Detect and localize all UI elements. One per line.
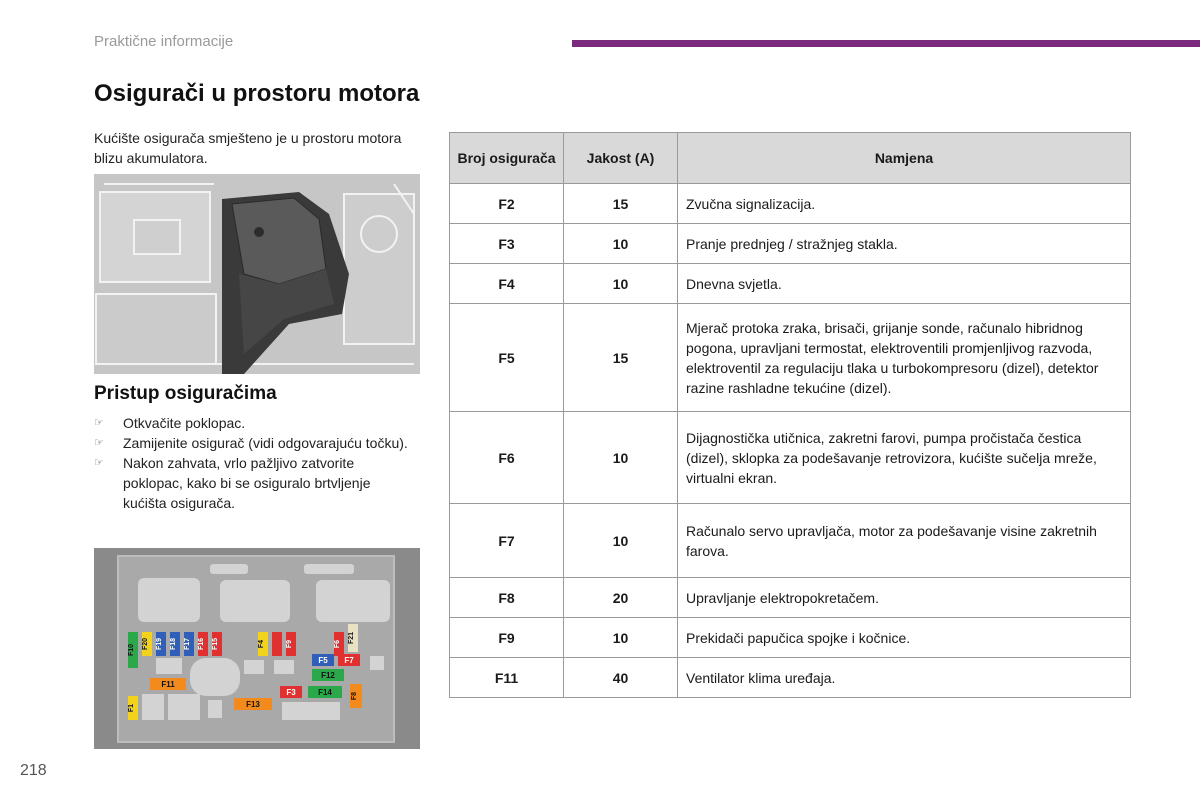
- fuse-purpose: Mjerač protoka zraka, brisači, grijanje sonde, računalo hibridnog pogona, upravljani termostat, elektroventili promjenljivog razvoda, elektroventil za regulaciju tlaka u turbokompresoru (dizel), detektor razine rashladne tekućine (dizel).: [678, 304, 1131, 412]
- fuse-number: F2: [450, 184, 564, 224]
- fuse-amps: 10: [564, 264, 678, 304]
- fuse-purpose: Pranje prednjeg / stražnjeg stakla.: [678, 224, 1131, 264]
- fuse-amps: 10: [564, 618, 678, 658]
- accent-bar: [572, 40, 1200, 47]
- fuse-f16: [198, 632, 208, 656]
- fuse-purpose: Računalo servo upravljača, motor za podešavanje visine zakretnih farova.: [678, 504, 1131, 578]
- fuse-f21: [348, 624, 358, 652]
- list-item: [94, 453, 414, 513]
- fuse-f10: [128, 632, 138, 668]
- fuse-number: F4: [450, 264, 564, 304]
- fusebox-drawing: [94, 548, 420, 749]
- fuse-f12: [312, 669, 344, 681]
- table-row: [450, 412, 1131, 504]
- header-amperage: Jakost (A): [564, 133, 678, 184]
- table-row: [450, 224, 1131, 264]
- fuse-f5: [312, 654, 334, 666]
- table-row: [450, 184, 1131, 224]
- header-fuse-number: Broj osigurača: [450, 133, 564, 184]
- fuse-amps: 15: [564, 304, 678, 412]
- fuse-purpose: Dnevna svjetla.: [678, 264, 1131, 304]
- fuse-f2-slot: [272, 632, 282, 656]
- fuse-label: F17: [184, 637, 191, 651]
- fuse-amps: 15: [564, 184, 678, 224]
- fuse-f6: [334, 632, 344, 656]
- fuse-label: F12: [321, 671, 335, 680]
- fuse-amps: 10: [564, 504, 678, 578]
- fusebox-diagram: [94, 548, 420, 749]
- table-row: [450, 578, 1131, 618]
- list-item: [94, 433, 414, 453]
- table-row: [450, 658, 1131, 698]
- fuse-label: F13: [246, 700, 260, 709]
- list-item: [94, 413, 414, 433]
- fuse-label: F21: [348, 631, 355, 645]
- fuse-number: F6: [450, 412, 564, 504]
- fuse-f17: [184, 632, 194, 656]
- step-text: Nakon zahvata, vrlo pažljivo zatvorite poklopac, kako bi se osiguralo brtvljenje kućišta osigurača.: [123, 455, 371, 511]
- fuse-label: F1: [128, 703, 135, 713]
- fuse-f8: [350, 684, 362, 708]
- access-steps: [94, 413, 414, 513]
- intro-text: Kućište osigurača smješteno je u prostoru motora blizu akumulatora.: [94, 130, 402, 166]
- fuse-label: F19: [156, 637, 163, 651]
- page-title: Osigurači u prostoru motora: [94, 80, 420, 107]
- fuse-f7: [338, 654, 360, 666]
- table-row: [450, 264, 1131, 304]
- fuse-amps: 20: [564, 578, 678, 618]
- fuse-label: F7: [344, 656, 354, 665]
- fuse-number: F8: [450, 578, 564, 618]
- fuse-f19: [156, 632, 166, 656]
- pointing-hand-icon: ☞: [94, 457, 104, 469]
- fuse-f4: [258, 632, 268, 656]
- fuse-f13: [234, 698, 272, 710]
- step-text: Otkvačite poklopac.: [123, 415, 246, 431]
- fuse-table: [449, 132, 1131, 698]
- pointing-hand-icon: ☞: [94, 417, 104, 429]
- fuse-amps: 40: [564, 658, 678, 698]
- table-row: [450, 504, 1131, 578]
- fuse-label: F16: [198, 637, 205, 651]
- fuse-purpose: Dijagnostička utičnica, zakretni farovi, pumpa pročistača čestica (dizel), sklopka za podešavanje retrovizora, kućište sučelja mreže, virtualni ekran.: [678, 412, 1131, 504]
- fuse-f18: [170, 632, 180, 656]
- fuse-purpose: Prekidači papučica spojke i kočnice.: [678, 618, 1131, 658]
- fuse-label: F8: [351, 691, 358, 701]
- fuse-number: F3: [450, 224, 564, 264]
- table-row: [450, 304, 1131, 412]
- fuse-label: F18: [170, 637, 177, 651]
- engine-compartment-illustration: [94, 174, 420, 374]
- pointing-hand-icon: ☞: [94, 437, 104, 449]
- fuse-label: F11: [161, 680, 175, 689]
- access-heading: Pristup osiguračima: [94, 383, 277, 404]
- table-header-row: [450, 133, 1131, 184]
- fuse-label: F5: [318, 656, 328, 665]
- fuse-amps: 10: [564, 224, 678, 264]
- fuse-purpose: Upravljanje elektropokretačem.: [678, 578, 1131, 618]
- fuse-purpose: Ventilator klima uređaja.: [678, 658, 1131, 698]
- page-number: 218: [20, 762, 47, 779]
- fuse-label: F6: [334, 639, 341, 649]
- fuse-f9: [286, 632, 296, 656]
- engine-drawing: [94, 174, 420, 374]
- fuse-number: F5: [450, 304, 564, 412]
- section-label: Praktične informacije: [94, 33, 234, 50]
- fuse-f15: [212, 632, 222, 656]
- fuse-number: F11: [450, 658, 564, 698]
- header-purpose: Namjena: [678, 133, 1131, 184]
- fuse-label: F9: [286, 639, 293, 649]
- fuse-f14: [308, 686, 342, 698]
- fuse-number: F7: [450, 504, 564, 578]
- step-text: Zamijenite osigurač (vidi odgovarajuću točku).: [123, 435, 408, 451]
- fuse-purpose: Zvučna signalizacija.: [678, 184, 1131, 224]
- fuse-amps: 10: [564, 412, 678, 504]
- table-row: [450, 618, 1131, 658]
- fuse-label: F3: [286, 688, 296, 697]
- fuse-label: F10: [128, 643, 135, 657]
- fuse-label: F4: [258, 639, 265, 649]
- fuse-label: F15: [212, 637, 219, 651]
- fuse-number: F9: [450, 618, 564, 658]
- fuse-f11: [150, 678, 186, 690]
- fuse-label: F20: [142, 637, 149, 651]
- fuse-f3: [280, 686, 302, 698]
- fuse-label: F14: [318, 688, 332, 697]
- fuse-f20: [142, 632, 152, 656]
- fuse-f1: [128, 696, 138, 720]
